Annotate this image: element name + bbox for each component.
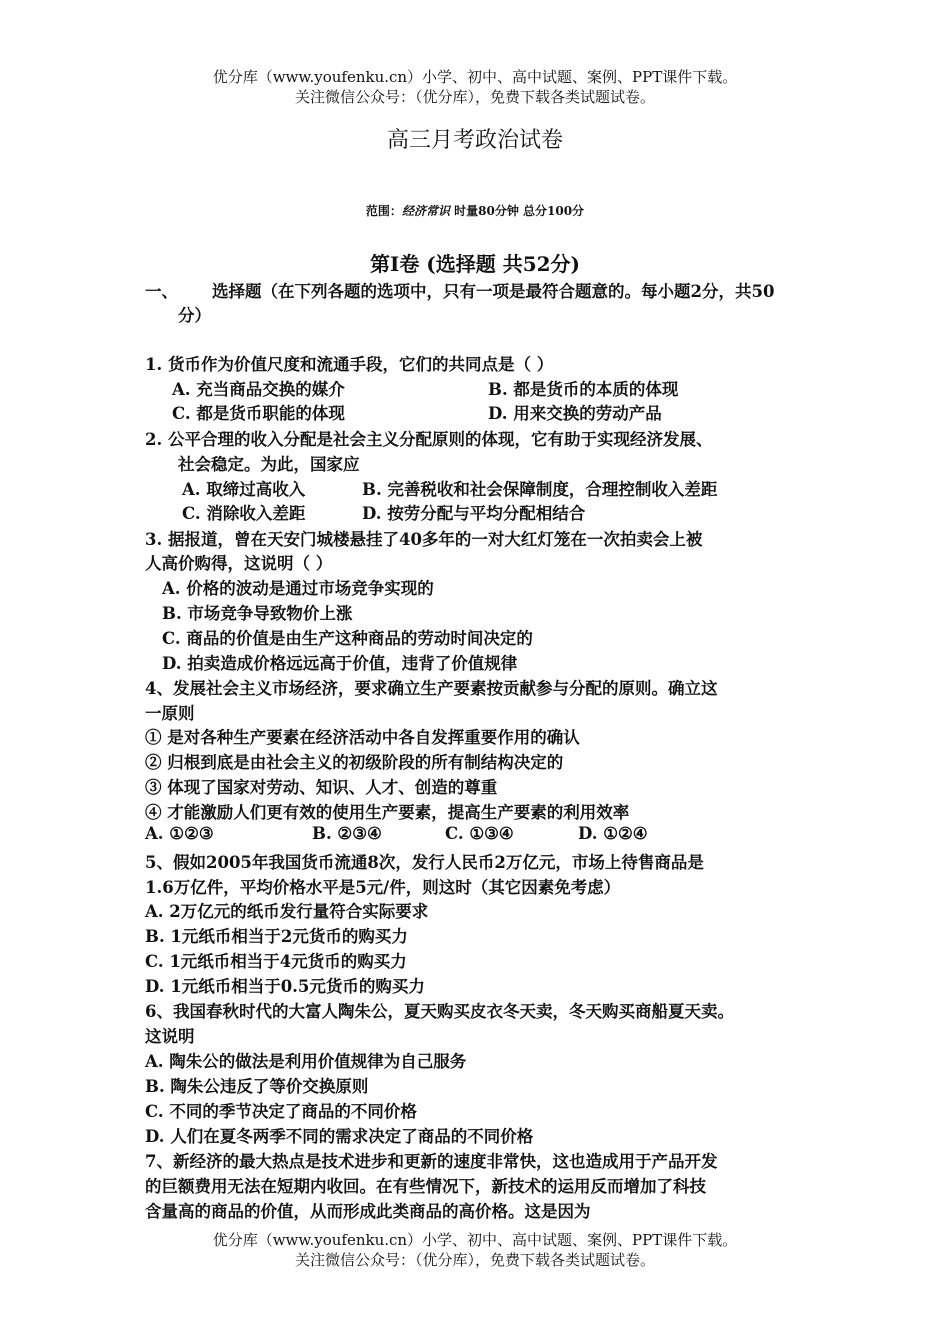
scope-prefix: 范围：: [365, 204, 402, 218]
section-instruction-2: 分）: [178, 306, 211, 325]
q2-stem-1: 2. 公平合理的收入分配是社会主义分配原则的体现，它有助于实现经济发展、: [145, 430, 713, 449]
q2-option-b: B. 完善税收和社会保障制度，合理控制收入差距: [362, 480, 718, 499]
page-title: 高三月考政治试卷: [386, 128, 563, 153]
q6-stem-2: 这说明: [145, 1027, 195, 1046]
q2-option-a: A. 取缔过高收入: [182, 480, 306, 499]
q2-option-d: D. 按劳分配与平均分配相结合: [362, 504, 586, 523]
q6-stem-1: 6、我国春秋时代的大富人陶朱公，夏天购买皮衣冬天卖，冬天购买商船夏天卖。: [145, 1002, 734, 1021]
q2-option-c: C. 消除收入差距: [182, 504, 306, 523]
q2-stem-2: 社会稳定。为此，国家应: [178, 455, 360, 474]
q6-option-a: A. 陶朱公的做法是利用价值规律为自己服务: [145, 1052, 467, 1071]
q5-option-a: A. 2万亿元的纸币发行量符合实际要求: [145, 902, 429, 921]
q6-option-b: B. 陶朱公违反了等价交换原则: [145, 1077, 369, 1096]
exam-scope: [0, 202, 950, 219]
q1-option-b: B. 都是货币的本质的体现: [488, 380, 679, 399]
q4-option-d: D. ①②④: [578, 824, 648, 843]
q7-stem-2: 的巨额费用无法在短期内收回。在有些情况下，新技术的运用反而增加了科技: [145, 1177, 706, 1196]
q6-option-d: D. 人们在夏冬两季不同的需求决定了商品的不同价格: [145, 1127, 534, 1146]
q7-stem-3: 含量高的商品的价值，从而形成此类商品的高价格。这是因为: [145, 1202, 591, 1221]
q5-option-c: C. 1元纸币相当于4元货币的购买力: [145, 952, 407, 971]
q7-stem-1: 7、新经济的最大热点是技术进步和更新的速度非常快，这也造成用于产品开发: [145, 1152, 718, 1171]
q1-option-a: A. 充当商品交换的媒介: [172, 380, 345, 399]
q4-option-b: B. ②③④: [312, 824, 382, 843]
header-line-1: 优分库（www.youfenku.cn）小学、初中、高中试题、案例、PPT课件下载。: [212, 68, 738, 86]
q3-option-b: B. 市场竞争导致物价上涨: [162, 604, 353, 623]
q3-option-c: C. 商品的价值是由生产这种商品的劳动时间决定的: [162, 629, 533, 648]
footer-line-2: 关注微信公众号：（优分库），免费下载各类试题试卷。: [294, 1251, 655, 1269]
q5-stem-1: 5、假如2005年我国货币流通8次，发行人民币2万亿元，市场上待售商品是: [145, 853, 704, 872]
q5-stem-2: 1.6万亿件，平均价格水平是5元/件，则这时（其它因素免考虑）: [145, 878, 621, 897]
q4-statement-2: ② 归根到底是由社会主义的初级阶段的所有制结构决定的: [145, 753, 564, 772]
scope-subject: 经济常识: [401, 204, 450, 218]
q5-option-d: D. 1元纸币相当于0.5元货币的购买力: [145, 977, 425, 996]
q3-stem-2: 人高价购得，这说明（ ）: [145, 554, 333, 573]
q1-option-c: C. 都是货币职能的体现: [172, 404, 345, 423]
q3-option-a: A. 价格的波动是通过市场竞争实现的: [162, 579, 434, 598]
q1-stem: 1. 货币作为价值尺度和流通手段，它们的共同点是（ ）: [145, 355, 554, 374]
q4-option-a: A. ①②③: [145, 824, 214, 843]
q6-option-c: C. 不同的季节决定了商品的不同价格: [145, 1102, 417, 1121]
header-line-2: 关注微信公众号：（优分库），免费下载各类试题试卷。: [294, 88, 655, 106]
q4-stem-1: 4、发展社会主义市场经济，要求确立生产要素按贡献参与分配的原则。确立这: [145, 679, 718, 698]
q5-option-b: B. 1元纸币相当于2元货币的购买力: [145, 927, 408, 946]
q3-option-d: D. 拍卖造成价格远远高于价值，违背了价值规律: [162, 654, 518, 673]
q4-option-c: C. ①③④: [445, 824, 514, 843]
q4-stem-2: 一原则: [145, 704, 195, 723]
section-number: 一、: [145, 282, 178, 301]
part-1-title: 第Ⅰ卷 (选择题 共52分): [369, 252, 581, 276]
footer-line-1: 优分库（www.youfenku.cn）小学、初中、高中试题、案例、PPT课件下载。: [212, 1231, 738, 1249]
q4-statement-4: ④ 才能激励人们更有效的使用生产要素，提高生产要素的利用效率: [145, 803, 630, 822]
q1-option-d: D. 用来交换的劳动产品: [488, 404, 662, 423]
section-instruction-1: 选择题（在下列各题的选项中，只有一项是最符合题意的。每小题2分，共50: [212, 282, 775, 301]
q4-statement-3: ③ 体现了国家对劳动、知识、人才、创造的尊重: [145, 778, 498, 797]
q4-statement-1: ① 是对各种生产要素在经济活动中各自发挥重要作用的确认: [145, 728, 580, 747]
scope-rest: 时量80分钟 总分100分: [449, 204, 585, 218]
q3-stem-1: 3. 据报道，曾在天安门城楼悬挂了40多年的一对大红灯笼在一次拍卖会上被: [145, 530, 703, 549]
